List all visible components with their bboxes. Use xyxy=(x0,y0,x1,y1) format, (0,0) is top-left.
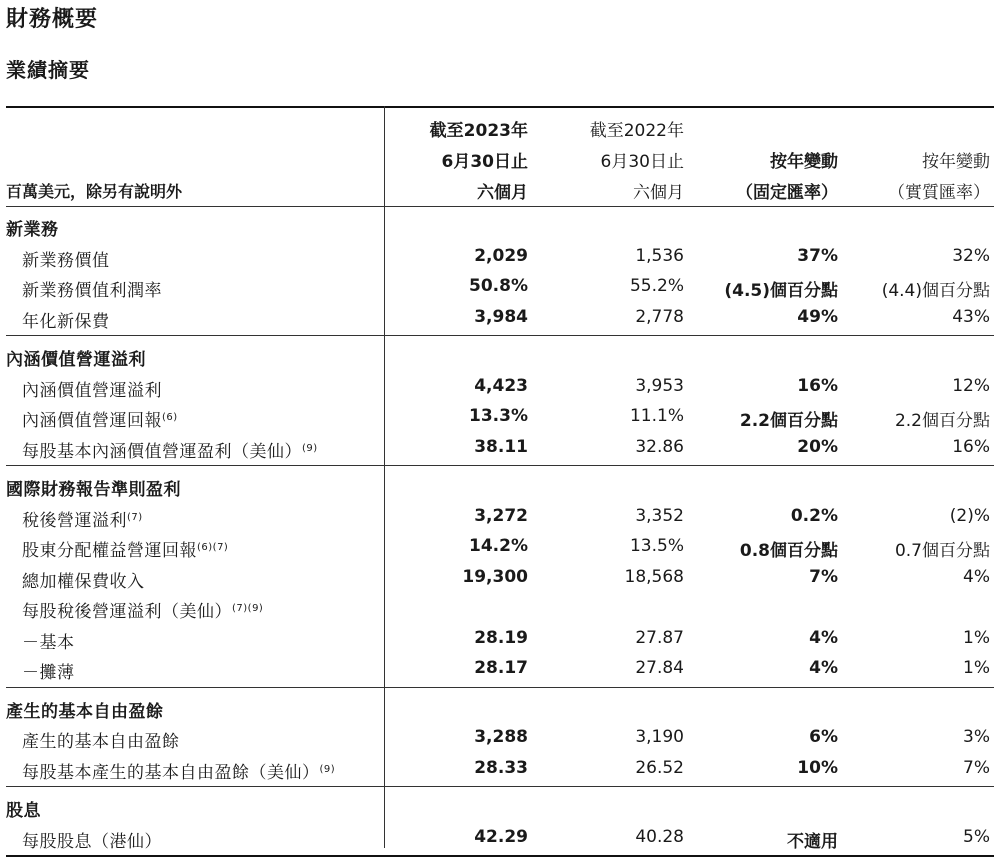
change-constant-rate: 20% xyxy=(797,436,838,457)
value-2023: 50.8% xyxy=(469,276,528,296)
row-label-text: 內涵價值營運回報 xyxy=(22,411,162,431)
section-title-row xyxy=(6,210,994,241)
change-actual-rate: 4% xyxy=(963,566,990,587)
row-label xyxy=(6,597,263,622)
change-constant-rate: 16% xyxy=(797,375,838,396)
row-label-text: 稅後營運溢利 xyxy=(22,510,127,531)
table-row xyxy=(6,623,994,654)
row-label-text: －基本 xyxy=(22,632,75,653)
value-2022: 55.2% xyxy=(629,276,684,296)
table-row xyxy=(6,653,994,684)
page-subtitle: 業績摘要 xyxy=(6,58,90,82)
value-2022: 32.86 xyxy=(635,436,684,457)
row-label-text: 每股稅後營運溢利（美仙） xyxy=(22,602,232,622)
row-label-text: 每股基本內涵價值營運盈利（美仙） xyxy=(22,441,302,462)
row-label xyxy=(6,406,178,431)
section-title-row xyxy=(6,340,994,371)
change-actual-rate: 32% xyxy=(952,245,990,266)
section-title: 內涵價值營運溢利 xyxy=(6,350,146,370)
change-actual-rate: 43% xyxy=(952,306,990,327)
change-constant-rate: 6% xyxy=(809,727,838,747)
value-2022: 11.1% xyxy=(629,406,684,426)
value-2023: 42.29 xyxy=(474,826,528,847)
section-title: 產生的基本自由盈餘 xyxy=(6,701,164,722)
row-label xyxy=(6,376,162,401)
change-actual-rate: 7% xyxy=(963,757,990,778)
page-title: 財務概要 xyxy=(6,7,99,32)
footnote-ref: (6)(7) xyxy=(197,542,229,553)
header-actual-rate: 按年變動 （實質匯率） xyxy=(888,152,990,203)
value-2022: 40.28 xyxy=(635,826,684,847)
change-constant-rate: 2.2個百分點 xyxy=(739,411,838,431)
value-2022: 18,568 xyxy=(624,566,684,587)
table-row xyxy=(6,401,994,432)
value-2022: 27.84 xyxy=(635,658,684,678)
change-constant-rate: 不適用 xyxy=(787,831,838,852)
row-label-text: 年化新保費 xyxy=(22,311,110,332)
value-2023: 28.17 xyxy=(474,658,528,678)
row-label-text: 每股股息（港仙） xyxy=(22,831,162,852)
value-2023: 3,288 xyxy=(474,727,528,747)
value-2023: 13.3% xyxy=(469,406,528,426)
header-unit-label: 百萬美元，除另有說明外 xyxy=(6,182,183,201)
table-row xyxy=(6,371,994,402)
change-constant-rate: 4% xyxy=(809,658,838,678)
section-title-row xyxy=(6,791,994,822)
change-actual-rate: 3% xyxy=(963,727,990,747)
table-section xyxy=(6,336,994,466)
change-actual-rate: 1% xyxy=(963,658,990,678)
row-label-text: －攤薄 xyxy=(22,663,75,683)
table-section xyxy=(6,787,994,857)
table-row xyxy=(6,562,994,593)
footnote-ref: (7) xyxy=(127,511,143,523)
row-label xyxy=(6,246,110,271)
table-row xyxy=(6,592,994,623)
change-actual-rate: 2.2個百分點 xyxy=(894,411,990,431)
table-row xyxy=(6,753,994,784)
value-2022: 3,190 xyxy=(635,727,684,747)
section-title: 股息 xyxy=(6,801,41,821)
header-constant-currency: 按年變動 （固定匯率） xyxy=(736,152,838,203)
table-header xyxy=(6,108,994,207)
change-constant-rate: 4% xyxy=(809,627,838,648)
value-2023: 19,300 xyxy=(462,566,528,587)
row-label xyxy=(6,276,162,301)
value-2023: 4,423 xyxy=(474,375,528,396)
row-label xyxy=(6,506,143,531)
change-actual-rate: 12% xyxy=(952,375,990,396)
value-2023: 28.33 xyxy=(474,757,528,778)
footnote-ref: (6) xyxy=(162,412,178,423)
section-title: 新業務 xyxy=(6,220,59,240)
row-label xyxy=(6,827,162,852)
table-row xyxy=(6,271,994,302)
section-title: 國際財務報告準則盈利 xyxy=(6,480,181,500)
row-label xyxy=(6,307,110,332)
row-label xyxy=(6,437,318,462)
change-constant-rate: 37% xyxy=(797,245,838,266)
value-2022: 27.87 xyxy=(635,627,684,648)
row-label xyxy=(6,567,145,592)
change-actual-rate: (2)% xyxy=(949,505,990,526)
row-label-text: 新業務價值 xyxy=(22,250,110,271)
value-2022: 13.5% xyxy=(629,536,684,556)
row-label-text: 股東分配權益營運回報 xyxy=(22,541,197,561)
change-actual-rate: 1% xyxy=(963,627,990,648)
change-actual-rate: (4.4)個百分點 xyxy=(881,281,990,301)
change-actual-rate: 16% xyxy=(952,436,990,457)
table-section xyxy=(6,206,994,336)
row-label xyxy=(6,727,180,752)
value-2023: 28.19 xyxy=(474,627,528,648)
row-label xyxy=(6,658,75,683)
table-row xyxy=(6,822,994,853)
table-row xyxy=(6,501,994,532)
value-2022: 26.52 xyxy=(635,757,684,778)
row-label xyxy=(6,628,75,653)
section-title-row xyxy=(6,470,994,501)
value-2022: 1,536 xyxy=(635,245,684,266)
row-label-text: 產生的基本自由盈餘 xyxy=(22,732,180,752)
change-constant-rate: (4.5)個百分點 xyxy=(724,281,838,301)
value-2022: 2,778 xyxy=(635,306,684,327)
value-2022: 3,953 xyxy=(635,375,684,396)
row-label-text: 每股基本產生的基本自由盈餘（美仙） xyxy=(22,762,320,783)
change-constant-rate: 0.2% xyxy=(790,505,838,526)
table-row xyxy=(6,432,994,463)
header-2023: 截至2023年 6月30日止 六個月 xyxy=(429,121,528,203)
row-label-text: 總加權保費收入 xyxy=(22,571,145,592)
table-section xyxy=(6,688,994,788)
footnote-ref: (9) xyxy=(319,763,336,775)
table-row xyxy=(6,302,994,333)
table-section xyxy=(6,466,994,688)
change-constant-rate: 10% xyxy=(797,757,838,778)
change-actual-rate: 5% xyxy=(963,826,990,847)
section-title-row xyxy=(6,692,994,723)
header-2022: 截至2022年 6月30日止 六個月 xyxy=(589,121,684,203)
value-2022: 3,352 xyxy=(635,505,684,526)
value-2023: 14.2% xyxy=(469,536,528,556)
value-2023: 38.11 xyxy=(474,436,528,457)
footnote-ref: (9) xyxy=(302,442,318,454)
value-2023: 2,029 xyxy=(474,245,528,266)
change-constant-rate: 0.8個百分點 xyxy=(739,541,838,561)
row-label xyxy=(6,536,228,561)
value-2023: 3,984 xyxy=(474,306,528,327)
row-label-text: 新業務價值利潤率 xyxy=(22,281,162,301)
table-body xyxy=(6,206,994,857)
table-row xyxy=(6,531,994,562)
table-row xyxy=(6,722,994,753)
change-constant-rate: 49% xyxy=(797,306,838,327)
footnote-ref: (7)(9) xyxy=(232,603,264,614)
change-actual-rate: 0.7個百分點 xyxy=(894,541,990,561)
row-label xyxy=(6,758,335,783)
table-row xyxy=(6,241,994,272)
value-2023: 3,272 xyxy=(474,505,528,526)
change-constant-rate: 7% xyxy=(809,566,838,587)
row-label-text: 內涵價值營運溢利 xyxy=(22,380,162,401)
